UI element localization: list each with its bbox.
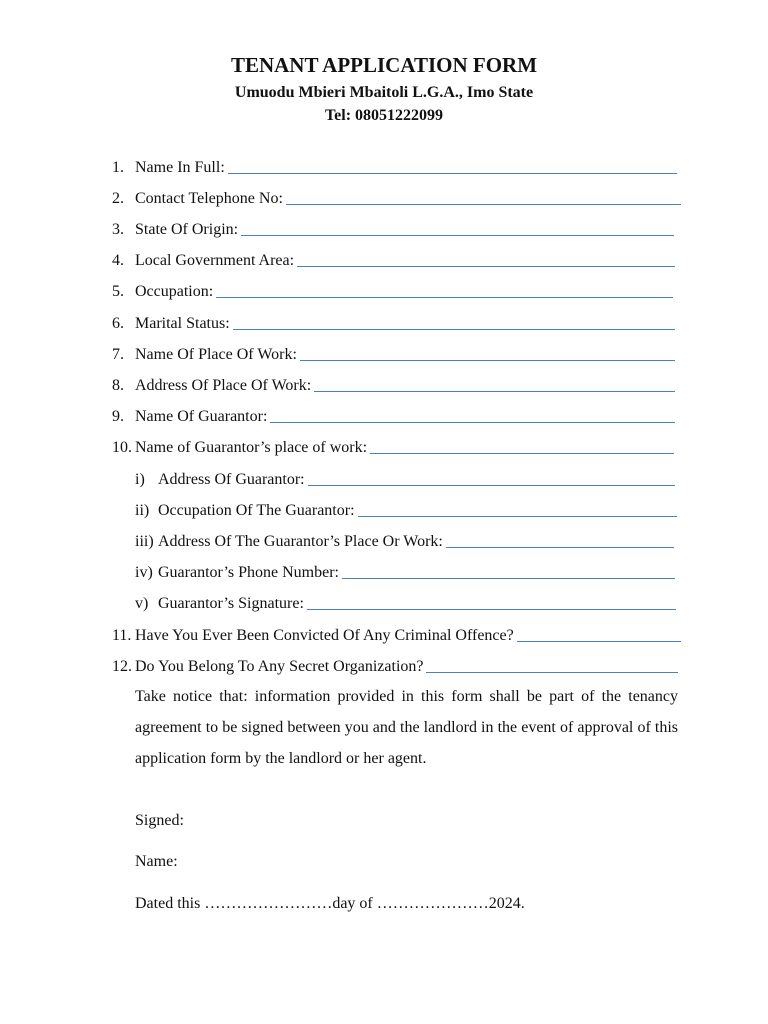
form-address: Umuodu Mbieri Mbaitoli L.G.A., Imo State xyxy=(234,84,534,101)
field-name-of-place-of-work xyxy=(112,342,675,364)
fill-in-line[interactable] xyxy=(307,609,676,610)
field-number: iii) xyxy=(135,533,154,550)
field-label: Address Of Guarantor: xyxy=(158,471,305,488)
field-number: 9. xyxy=(112,408,124,425)
field-occupation-of-guarantor xyxy=(135,498,677,520)
field-label: Have You Ever Been Convicted Of Any Criminal Offence? xyxy=(135,627,514,644)
field-label: Local Government Area: xyxy=(135,252,295,269)
field-number: 3. xyxy=(112,221,124,238)
field-number: iv) xyxy=(135,564,153,581)
fill-in-line[interactable] xyxy=(308,485,675,486)
field-guarantor-place-address xyxy=(135,529,674,551)
fill-in-line[interactable] xyxy=(426,672,678,673)
field-label: Guarantor’s Signature: xyxy=(158,595,304,612)
fill-in-line[interactable] xyxy=(300,360,675,361)
field-number: 12. xyxy=(112,658,132,675)
fill-in-line[interactable] xyxy=(286,204,681,205)
field-label: Name Of Guarantor: xyxy=(135,408,268,425)
field-number: i) xyxy=(135,471,145,488)
fill-in-line[interactable] xyxy=(241,235,674,236)
field-label: Name In Full: xyxy=(135,159,225,176)
field-label: Address Of The Guarantor’s Place Or Work: xyxy=(158,533,443,550)
question-secret-organization xyxy=(112,654,678,676)
field-contact-telephone xyxy=(112,186,681,208)
field-number: 4. xyxy=(112,252,124,269)
field-label: Name Of Place Of Work: xyxy=(135,346,297,363)
field-name-of-guarantor xyxy=(112,404,675,426)
fill-in-line[interactable] xyxy=(270,422,675,423)
field-local-government-area xyxy=(112,248,675,270)
field-name-in-full xyxy=(112,155,677,177)
field-number: 8. xyxy=(112,377,124,394)
field-label: Marital Status: xyxy=(135,315,230,332)
fill-in-line[interactable] xyxy=(233,329,675,330)
fill-in-line[interactable] xyxy=(216,297,673,298)
name-label: Name: xyxy=(135,853,178,870)
field-number: 11. xyxy=(112,627,132,644)
field-number: 1. xyxy=(112,159,124,176)
signed-label: Signed: xyxy=(135,812,184,829)
field-label: Address Of Place Of Work: xyxy=(135,377,312,394)
field-occupation xyxy=(112,279,673,301)
field-label: Do You Belong To Any Secret Organization? xyxy=(135,658,424,675)
form-title: TENANT APPLICATION FORM xyxy=(230,53,538,77)
notice-paragraph: Take notice that: information provided in this form shall be part of the tenancy agreement to be signed between you and the landlord in the event of approval of this application form by the landlord or her agent. xyxy=(135,688,678,767)
field-guarantor-place-of-work xyxy=(112,435,674,457)
fill-in-line[interactable] xyxy=(358,516,677,517)
fill-in-line[interactable] xyxy=(297,266,675,267)
field-label: Contact Telephone No: xyxy=(135,190,283,207)
field-label: Name of Guarantor’s place of work: xyxy=(135,439,368,456)
field-label: Guarantor’s Phone Number: xyxy=(158,564,339,581)
field-marital-status xyxy=(112,311,675,333)
field-label: State Of Origin: xyxy=(135,221,239,238)
question-criminal-offence xyxy=(112,623,681,645)
field-state-of-origin xyxy=(112,217,674,239)
form-telephone: Tel: 08051222099 xyxy=(324,107,444,124)
field-label: Occupation: xyxy=(135,283,214,300)
field-number: 5. xyxy=(112,283,124,300)
field-number: 7. xyxy=(112,346,124,363)
fill-in-line[interactable] xyxy=(342,578,675,579)
fill-in-line[interactable] xyxy=(314,391,675,392)
field-number: 10. xyxy=(112,439,132,456)
field-address-of-guarantor xyxy=(135,467,675,489)
fill-in-line[interactable] xyxy=(370,453,674,454)
field-guarantor-phone xyxy=(135,560,675,582)
fill-in-line[interactable] xyxy=(446,547,674,548)
field-label: Occupation Of The Guarantor: xyxy=(158,502,355,519)
field-guarantor-signature xyxy=(135,591,676,613)
dated-line: Dated this ……………………day of …………………2024. xyxy=(135,895,525,912)
fill-in-line[interactable] xyxy=(517,641,681,642)
field-number: ii) xyxy=(135,502,150,519)
field-number: 2. xyxy=(112,190,124,207)
fill-in-line[interactable] xyxy=(228,173,677,174)
field-number: v) xyxy=(135,595,149,612)
field-number: 6. xyxy=(112,315,124,332)
field-address-of-place-of-work xyxy=(112,373,675,395)
